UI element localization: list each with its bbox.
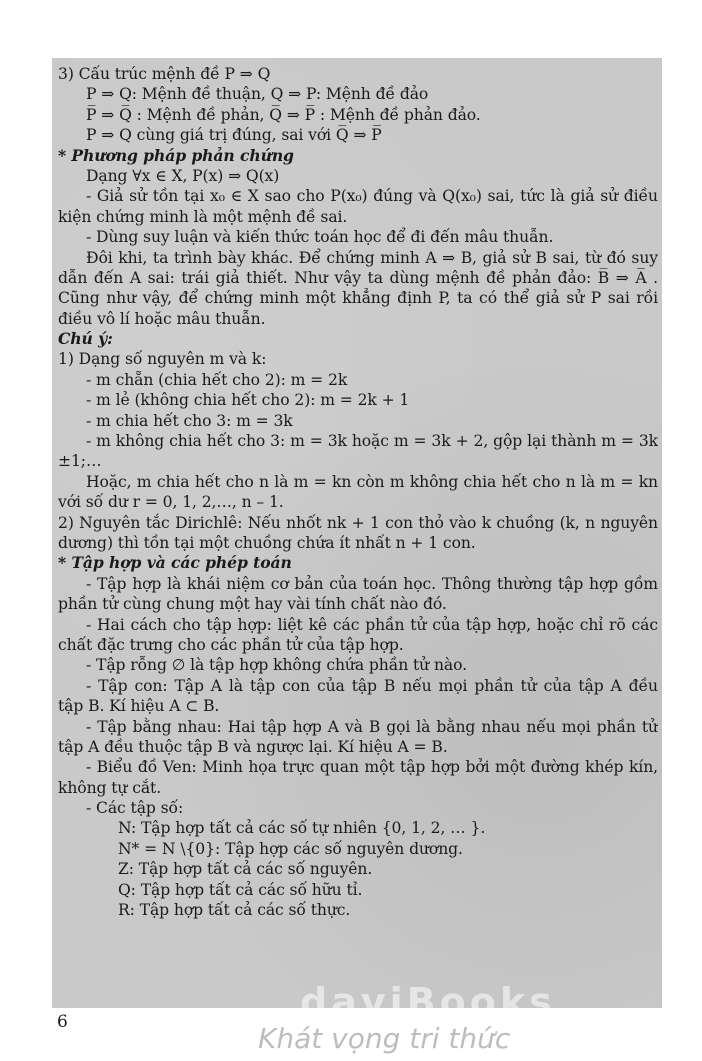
text-line: dẫn đến A sai: trái giả thiết. Như vậy ta dùng mệnh đề phản đảo: B̅ ⇒ A̅ . [58, 268, 658, 287]
text-line: - Tập bằng nhau: Hai tập hợp A và B gọi là bằng nhau nếu mọi phần tử [86, 717, 658, 736]
text-line: P ⇒ Q: Mệnh đề thuận, Q ⇒ P: Mệnh đề đảo [86, 85, 429, 104]
text-line: ±1;… [58, 452, 102, 471]
text-line: tập B. Kí hiệu A ⊂ B. [58, 697, 220, 716]
text-line: - Các tập số: [86, 799, 184, 818]
text-line: 3) Cấu trúc mệnh đề P ⇒ Q [58, 65, 271, 83]
text-line: Dạng ∀x ∈ X, P(x) ⇒ Q(x) [86, 166, 280, 185]
text-line: - m chẵn (chia hết cho 2): m = 2k [86, 370, 348, 389]
text-line: Q: Tập hợp tất cả các số hữu tỉ. [118, 880, 363, 899]
text-line: Chú ý: [58, 329, 113, 349]
text-line: Hoặc, m chia hết cho n là m = kn còn m không chia hết cho n là m = kn [86, 472, 658, 491]
text-line: - Giả sử tồn tại x₀ ∈ X sao cho P(x₀) đúng và Q(x₀) sai, tức là giả sử điều [86, 187, 658, 206]
text-line: tập A đều thuộc tập B và ngược lại. Kí hiệu A = B. [58, 737, 448, 756]
text-line: kiện chứng minh là một mệnh đề sai. [58, 207, 348, 226]
text-line: N: Tập hợp tất cả các số tự nhiên {0, 1, 2, … }. [118, 819, 486, 838]
text-line: - Tập rỗng ∅ là tập hợp không chứa phần tử nào. [86, 656, 467, 675]
text-line: với số dư r = 0, 1, 2,…, n – 1. [58, 493, 284, 512]
watermark-tagline: Khát vọng tri thức [258, 1022, 511, 1055]
watermark-logo: daviBooks [300, 980, 556, 1024]
text-line: chất đặc trưng cho các phần tử của tập hợp. [58, 635, 404, 654]
text-line: - Tập con: Tập A là tập con của tập B nếu mọi phần tử của tập A đều [86, 676, 658, 695]
page-body-text [58, 64, 658, 920]
text-line: 2) Nguyên tắc Dirichlê: Nếu nhốt nk + 1 con thỏ vào k chuồng (k, n nguyên [58, 513, 658, 532]
text-line: - m không chia hết cho 3: m = 3k hoặc m = 3k + 2, gộp lại thành m = 3k [86, 432, 658, 451]
text-line: - Hai cách cho tập hợp: liệt kê các phần tử của tập hợp, hoặc chỉ rõ các [86, 615, 658, 634]
text-line: phần tử cùng chung một hay vài tính chất nào đó. [58, 595, 447, 614]
text-line: - Biểu đồ Ven: Minh họa trực quan một tập hợp bởi một đường khép kín, [86, 758, 658, 777]
text-line: P̅ ⇒ Q̅ : Mệnh đề phản, Q̅ ⇒ P̅ : Mệnh đề phản đảo. [86, 105, 481, 124]
text-line: điều vô lí hoặc mâu thuẫn. [58, 309, 266, 328]
text-line: Cũng như vậy, để chứng minh một khẳng định P, ta có thể giả sử P sai rồi [58, 289, 658, 308]
text-line: * Tập hợp và các phép toán [58, 553, 292, 573]
text-line: - m lẻ (không chia hết cho 2): m = 2k + 1 [86, 391, 410, 410]
text-line: dương) thì tồn tại một chuồng chứa ít nhất n + 1 con. [58, 533, 476, 552]
text-line: Z: Tập hợp tất cả các số nguyên. [118, 860, 373, 879]
page-number: 6 [57, 1012, 68, 1032]
text-line: - Tập hợp là khái niệm cơ bản của toán học. Thông thường tập hợp gồm [86, 574, 658, 593]
text-line: * Phương pháp phản chứng [58, 145, 294, 165]
text-line: R: Tập hợp tất cả các số thực. [118, 901, 351, 920]
text-line: N* = N \{0}: Tập hợp các số nguyên dương. [118, 839, 463, 858]
text-line: 1) Dạng số nguyên m và k: [58, 350, 267, 369]
text-line: P ⇒ Q cùng giá trị đúng, sai với Q̅ ⇒ P̅ [86, 126, 382, 145]
text-line: - Dùng suy luận và kiến thức toán học để đi đến mâu thuẫn. [86, 228, 554, 247]
text-line: Đôi khi, ta trình bày khác. Để chứng minh A ⇒ B, giả sử B sai, từ đó suy [86, 248, 658, 267]
text-line: - m chia hết cho 3: m = 3k [86, 411, 293, 430]
text-line: không tự cắt. [58, 778, 162, 797]
